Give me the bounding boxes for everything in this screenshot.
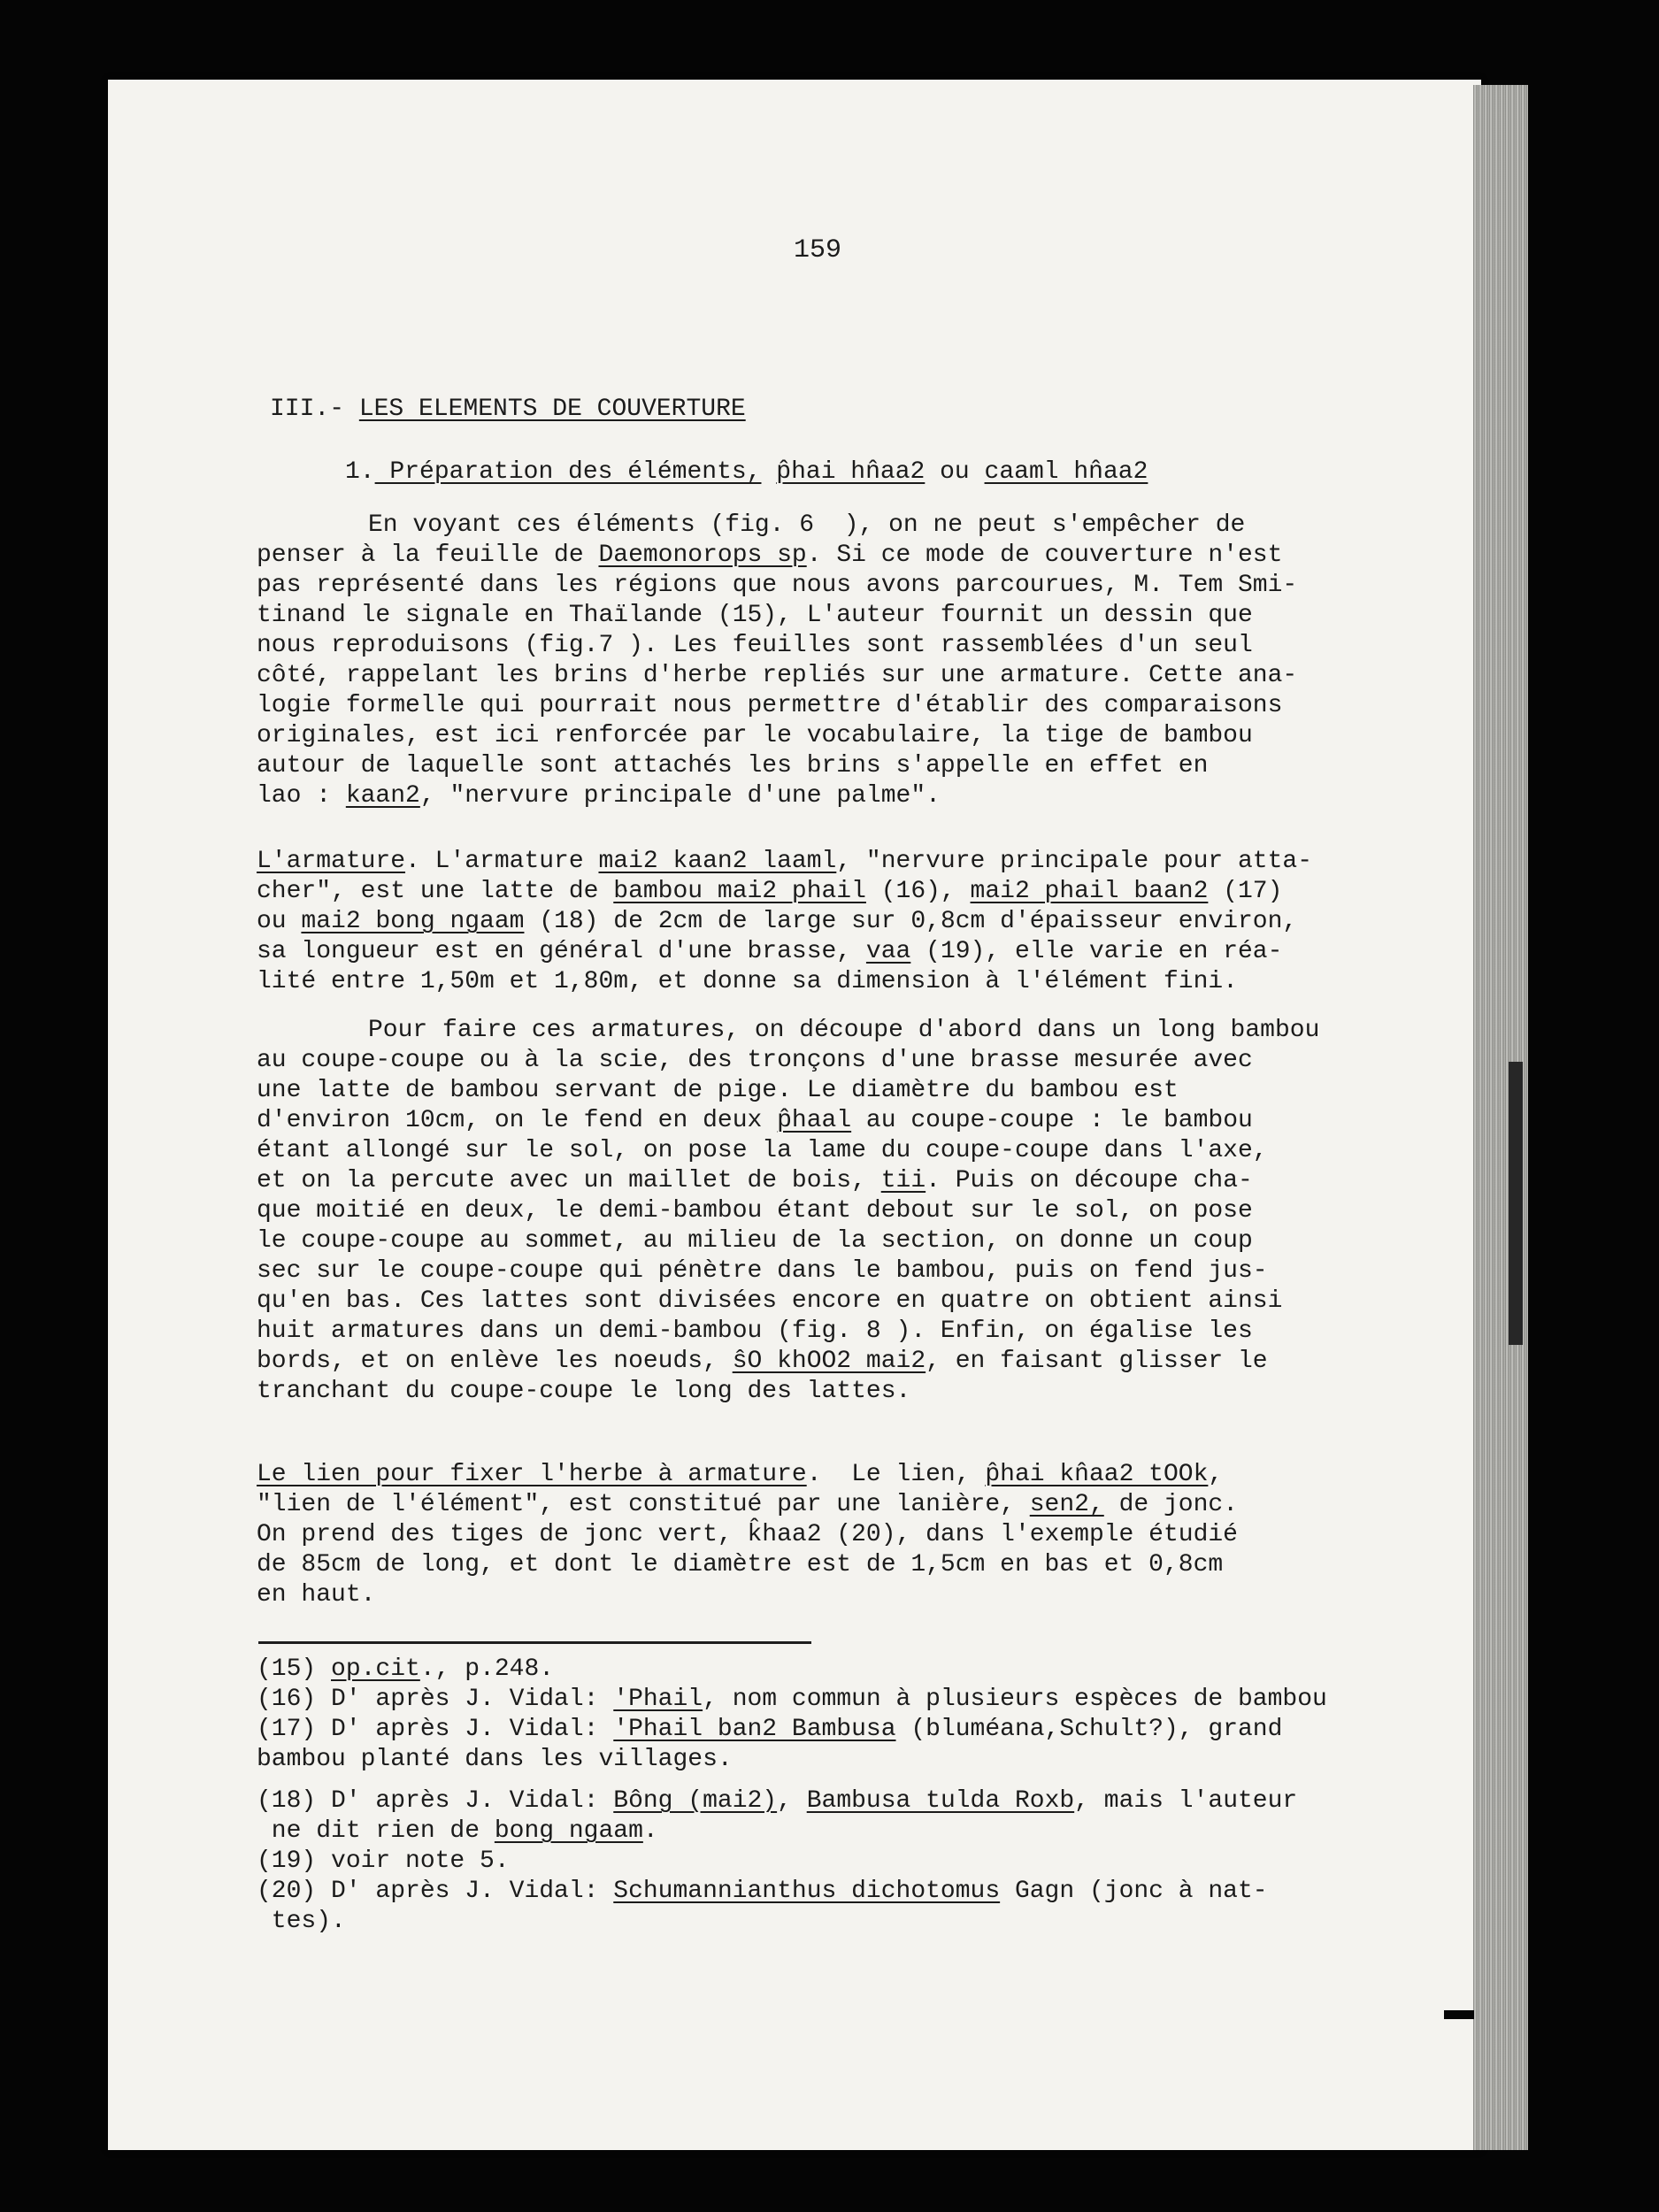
underlined-term: Schumannianthus dichotomus	[613, 1878, 1001, 1905]
paragraph-3-line: le coupe-coupe au sommet, au milieu de la section, on donne un coup	[257, 1227, 1253, 1255]
underlined-term: Préparation des éléments,	[374, 458, 762, 486]
text-run: (18) D' après J. Vidal:	[257, 1787, 614, 1815]
text-run	[761, 458, 776, 486]
text-run: , mais l'auteur	[1074, 1787, 1298, 1815]
text-run: , "nervure principale d'une palme".	[419, 782, 941, 810]
underlined-term: caaml hn̂aa2	[984, 458, 1148, 486]
text-run: (16) D' après J. Vidal:	[257, 1686, 614, 1713]
underlined-term: mai2 bong ngaam	[301, 908, 525, 935]
text-run: de jonc.	[1103, 1491, 1238, 1518]
underlined-term: L'armature	[257, 848, 406, 875]
text-run: lao :	[257, 782, 346, 810]
underlined-term: bong ngaam	[494, 1817, 643, 1845]
text-run: (19), elle varie en réa-	[910, 938, 1283, 965]
paragraph-3-line	[257, 1166, 1253, 1196]
text-run: (15)	[257, 1655, 332, 1683]
text-run: ou	[257, 908, 302, 935]
paragraph-4-line: On prend des tiges de jonc vert, k̂haa2 (20), dans l'exemple étudié	[257, 1521, 1238, 1548]
text-run: . L'armature	[405, 848, 599, 875]
paragraph-1-line	[257, 541, 1282, 571]
text-run: et on la percute avec un maillet de bois,	[257, 1167, 881, 1194]
paragraph-2-line	[257, 847, 1312, 877]
text-run: ,	[1208, 1461, 1224, 1488]
paragraph-3-line: qu'en bas. Ces lattes sont divisées encore en quatre on obtient ainsi	[257, 1287, 1283, 1315]
underlined-term: kaan2	[345, 782, 420, 810]
paragraph-1-line: pas représenté dans les régions que nous avons parcourues, M. Tem Smi-	[257, 572, 1298, 599]
footnote-20-continued: tes).	[257, 1908, 346, 1935]
underlined-term: ŝO khOO2 mai2	[732, 1348, 926, 1375]
text-run: , "nervure principale pour atta-	[836, 848, 1312, 875]
text-run: ou	[925, 458, 985, 486]
footnote-15	[257, 1655, 554, 1685]
footnote-16	[257, 1685, 1327, 1715]
underlined-term: Bambusa tulda Roxb	[806, 1787, 1075, 1815]
paragraph-1-line: autour de laquelle sont attachés les brins s'appelle en effet en	[257, 752, 1209, 780]
paragraph-1-line: côté, rappelant les brins d'herbe repliés sur une armature. Cette ana-	[257, 662, 1298, 689]
paragraph-3-line: sec sur le coupe-coupe qui pénètre dans le bambou, puis on fend jus-	[257, 1257, 1268, 1285]
underlined-term: vaa	[865, 938, 911, 965]
paragraph-3-line: étant allongé sur le sol, on pose la lame du coupe-coupe dans l'axe,	[257, 1137, 1268, 1164]
text-run: (20) D' après J. Vidal:	[257, 1878, 614, 1905]
text-run: au coupe-coupe : le bambou	[851, 1107, 1253, 1134]
underlined-term: 'Phail ban2 Bambusa	[613, 1716, 896, 1743]
text-run: .	[642, 1817, 658, 1845]
paragraph-4-line: en haut.	[257, 1581, 376, 1609]
text-run: , en faisant glisser le	[926, 1348, 1268, 1375]
paragraph-4-line: de 85cm de long, et dont le diamètre est de 1,5cm en bas et 0,8cm	[257, 1551, 1224, 1578]
footnote-18	[257, 1786, 1297, 1816]
paragraph-3-line: tranchant du coupe-coupe le long des lattes.	[257, 1378, 911, 1405]
paragraph-2-line	[257, 877, 1282, 907]
text-run: cher", est une latte de	[257, 878, 614, 905]
section-heading-title: LES ELEMENTS DE COUVERTURE	[358, 396, 746, 423]
underlined-term: op.cit	[331, 1655, 420, 1683]
underlined-term: Le lien pour fixer l'herbe à armature	[257, 1461, 807, 1488]
paragraph-3-line	[257, 1347, 1268, 1377]
paragraph-1-line: logie formelle qui pourrait nous permettre d'établir des comparaisons	[257, 692, 1283, 719]
book-spine-shadow	[1509, 1062, 1523, 1345]
underlined-term: p̂hai hn̂aa2	[776, 458, 926, 486]
paragraph-2-line	[257, 937, 1282, 967]
text-run: bords, et on enlève les noeuds,	[257, 1348, 733, 1375]
text-run: 1.	[345, 458, 375, 486]
text-run: III.-	[270, 396, 359, 423]
underlined-term: bambou mai2 phail	[613, 878, 866, 905]
text-run: d'environ 10cm, on le fend en deux	[257, 1107, 778, 1134]
paragraph-3-line: huit armatures dans un demi-bambou (fig. 8 ). Enfin, on égalise les	[257, 1317, 1253, 1345]
text-run: Gagn (jonc à nat-	[1000, 1878, 1268, 1905]
subsection-heading	[345, 457, 1148, 488]
text-run: penser à la feuille de	[257, 541, 599, 569]
text-run: ,	[777, 1787, 807, 1815]
text-run: sa longueur est en général d'une brasse,	[257, 938, 866, 965]
paragraph-3-line	[257, 1106, 1253, 1136]
text-run: (17)	[1208, 878, 1283, 905]
footnote-19: (19) voir note 5.	[257, 1847, 510, 1875]
section-heading	[270, 395, 746, 425]
text-run: (16),	[865, 878, 971, 905]
underlined-term: Bông (mai2)	[613, 1787, 778, 1815]
text-run: . Si ce mode de couverture n'est	[806, 541, 1283, 569]
paragraph-3-line: une latte de bambou servant de pige. Le diamètre du bambou est	[257, 1077, 1179, 1104]
text-run: , nom commun à plusieurs espèces de bambou	[703, 1686, 1327, 1713]
underlined-term: sen2,	[1029, 1491, 1104, 1518]
paragraph-4-line	[257, 1490, 1238, 1520]
text-run: ne dit rien de	[257, 1817, 495, 1845]
paragraph-3-line: au coupe-coupe ou à la scie, des tronçons d'une brasse mesurée avec	[257, 1047, 1253, 1074]
footnote-17	[257, 1715, 1282, 1745]
paragraph-1-line	[257, 781, 941, 811]
text-run: . Puis on découpe cha-	[926, 1167, 1253, 1194]
paragraph-1-line: En voyant ces éléments (fig. 6 ), on ne peut s'empêcher de	[368, 511, 1246, 539]
footnote-separator	[258, 1641, 811, 1644]
paragraph-2-line: lité entre 1,50m et 1,80m, et donne sa dimension à l'élément fini.	[257, 968, 1238, 995]
paragraph-4-line	[257, 1460, 1223, 1490]
paragraph-1-line: nous reproduisons (fig.7 ). Les feuilles sont rassemblées d'un seul	[257, 632, 1253, 659]
text-run: (17) D' après J. Vidal:	[257, 1716, 614, 1743]
underlined-term: mai2 kaan2 laaml	[598, 848, 837, 875]
underlined-term: 'Phail	[613, 1686, 703, 1713]
text-run: "lien de l'élément", est constitué par une lanière,	[257, 1491, 1030, 1518]
footnote-17-continued: bambou planté dans les villages.	[257, 1746, 733, 1773]
paragraph-2-line	[257, 907, 1297, 937]
footnote-20	[257, 1877, 1268, 1907]
paragraph-3-line: que moitié en deux, le demi-bambou étant debout sur le sol, on pose	[257, 1197, 1253, 1225]
paragraph-1-line: tinand le signale en Thaïlande (15), L'auteur fournit un dessin que	[257, 602, 1253, 629]
text-run: . Le lien,	[806, 1461, 986, 1488]
underlined-term: tii	[880, 1167, 926, 1194]
footnote-18-continued	[257, 1816, 658, 1847]
paragraph-3-line: Pour faire ces armatures, on découpe d'abord dans un long bambou	[368, 1017, 1320, 1044]
paragraph-1-line: originales, est ici renforcée par le vocabulaire, la tige de bambou	[257, 722, 1253, 749]
text-run: (18) de 2cm de large sur 0,8cm d'épaisseur environ,	[524, 908, 1298, 935]
underlined-term: mai2 phail baan2	[970, 878, 1209, 905]
page-number: 159	[794, 235, 842, 265]
underlined-term: Daemonorops sp	[598, 541, 807, 569]
edge-mark	[1444, 2010, 1474, 2019]
underlined-term: p̂hai kn̂aa2 tOOk	[985, 1461, 1209, 1488]
underlined-term: p̂haal	[777, 1107, 852, 1134]
text-run: (bluméana,Schult?), grand	[895, 1716, 1283, 1743]
text-run: ., p.248.	[419, 1655, 555, 1683]
